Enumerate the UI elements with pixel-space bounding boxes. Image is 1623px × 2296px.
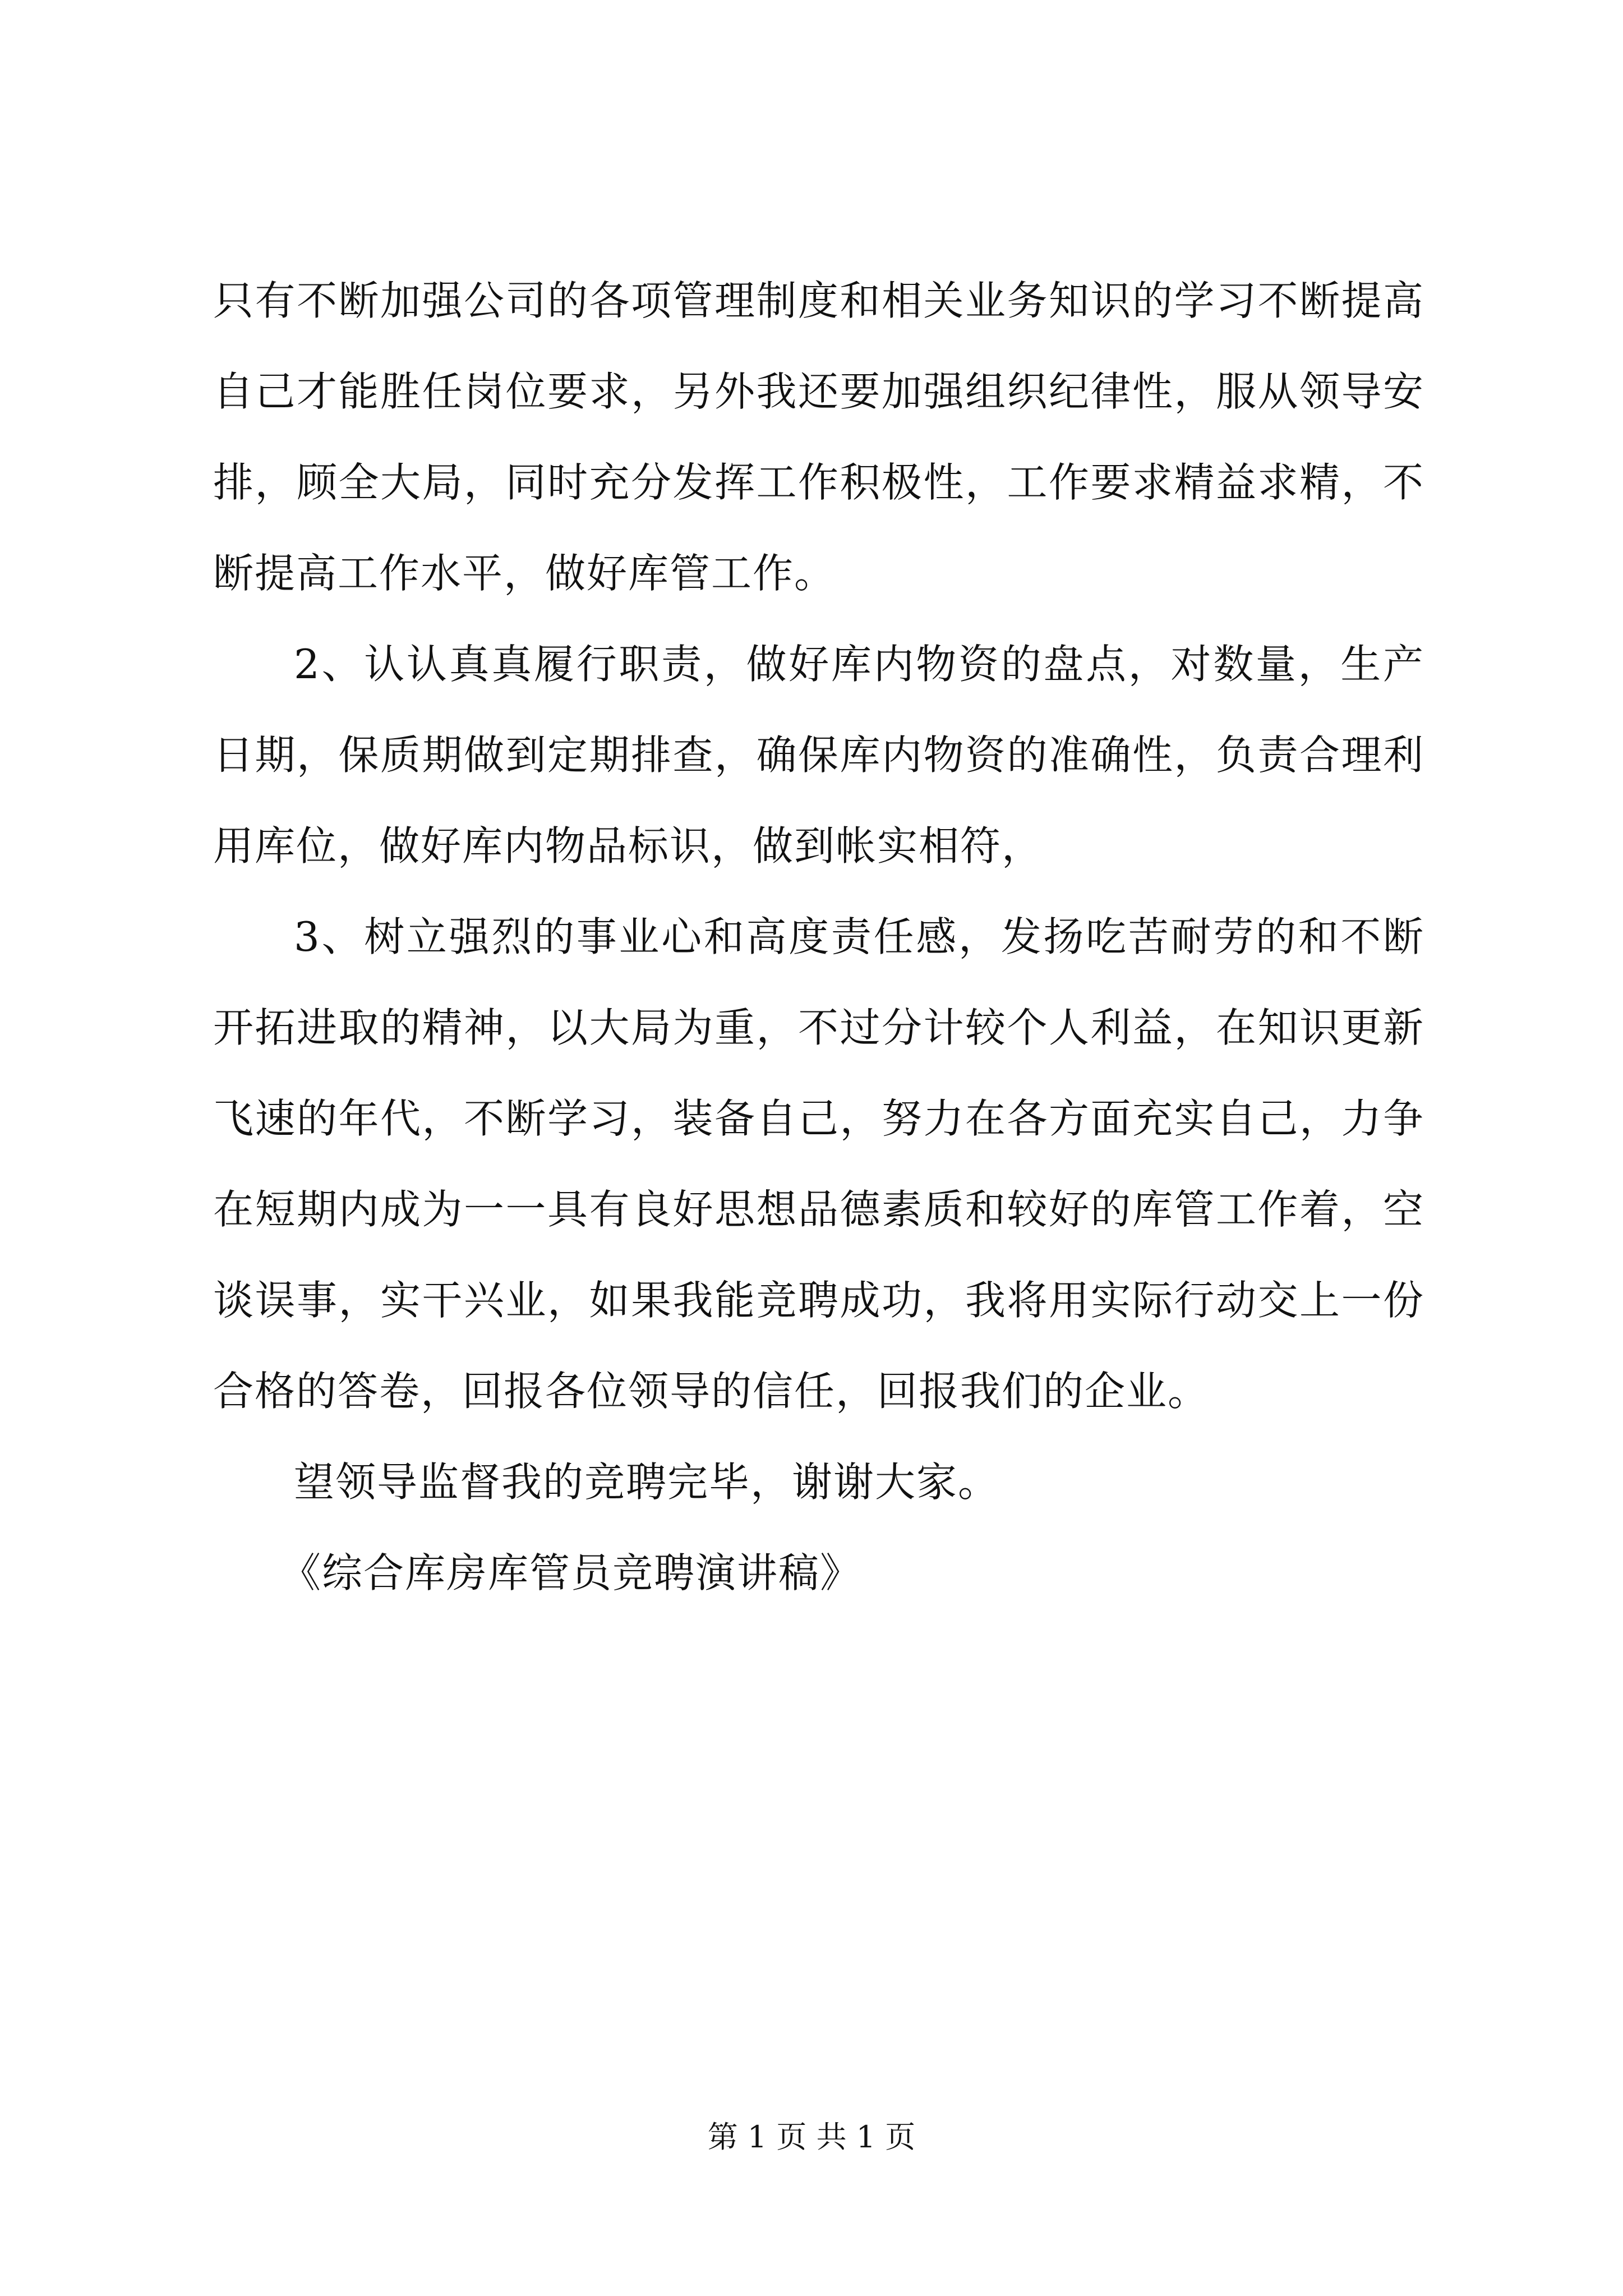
paragraph-item-2: 2、认认真真履行职责，做好库内物资的盘点，对数量，生产日期，保质期做到定期排查，确保库内物资的准确性，负责合理利用库位，做好库内物品标识，做到帐实相符， <box>213 641 1424 869</box>
paragraph-closing: 望领导监督我的竞聘完毕，谢谢大家。 <box>294 1458 1000 1506</box>
paragraph-item-3: 3、树立强烈的事业心和高度责任感，发扬吃苦耐劳的和不断开拓进取的精神，以大局为重，不过分计较个人利益，在知识更新飞速的年代，不断学习，装备自己，努力在各方面充实自己，力争在短期内成为一一具有良好思想品德素质和较好的库管工作着，空谈误事，实干兴业，如果我能竞聘成功，我将用实际行动交上一份合格的答卷，回报各位领导的信任，回报我们的企业。 <box>213 913 1424 1415</box>
page-number-footer: 第 1 页 共 1 页 <box>707 2119 916 2155</box>
document-title-reference: 《综合库房库管员竞聘演讲稿》 <box>280 1549 862 1596</box>
document-body <box>213 255 1424 1618</box>
paragraph-continuation: 只有不断加强公司的各项管理制度和相关业务知识的学习不断提高自己才能胜任岗位要求，另外我还要加强组织纪律性，服从领导安排，顾全大局，同时充分发挥工作积极性，工作要求精益求精，不断提高工作水平，做好库管工作。 <box>213 277 1424 597</box>
